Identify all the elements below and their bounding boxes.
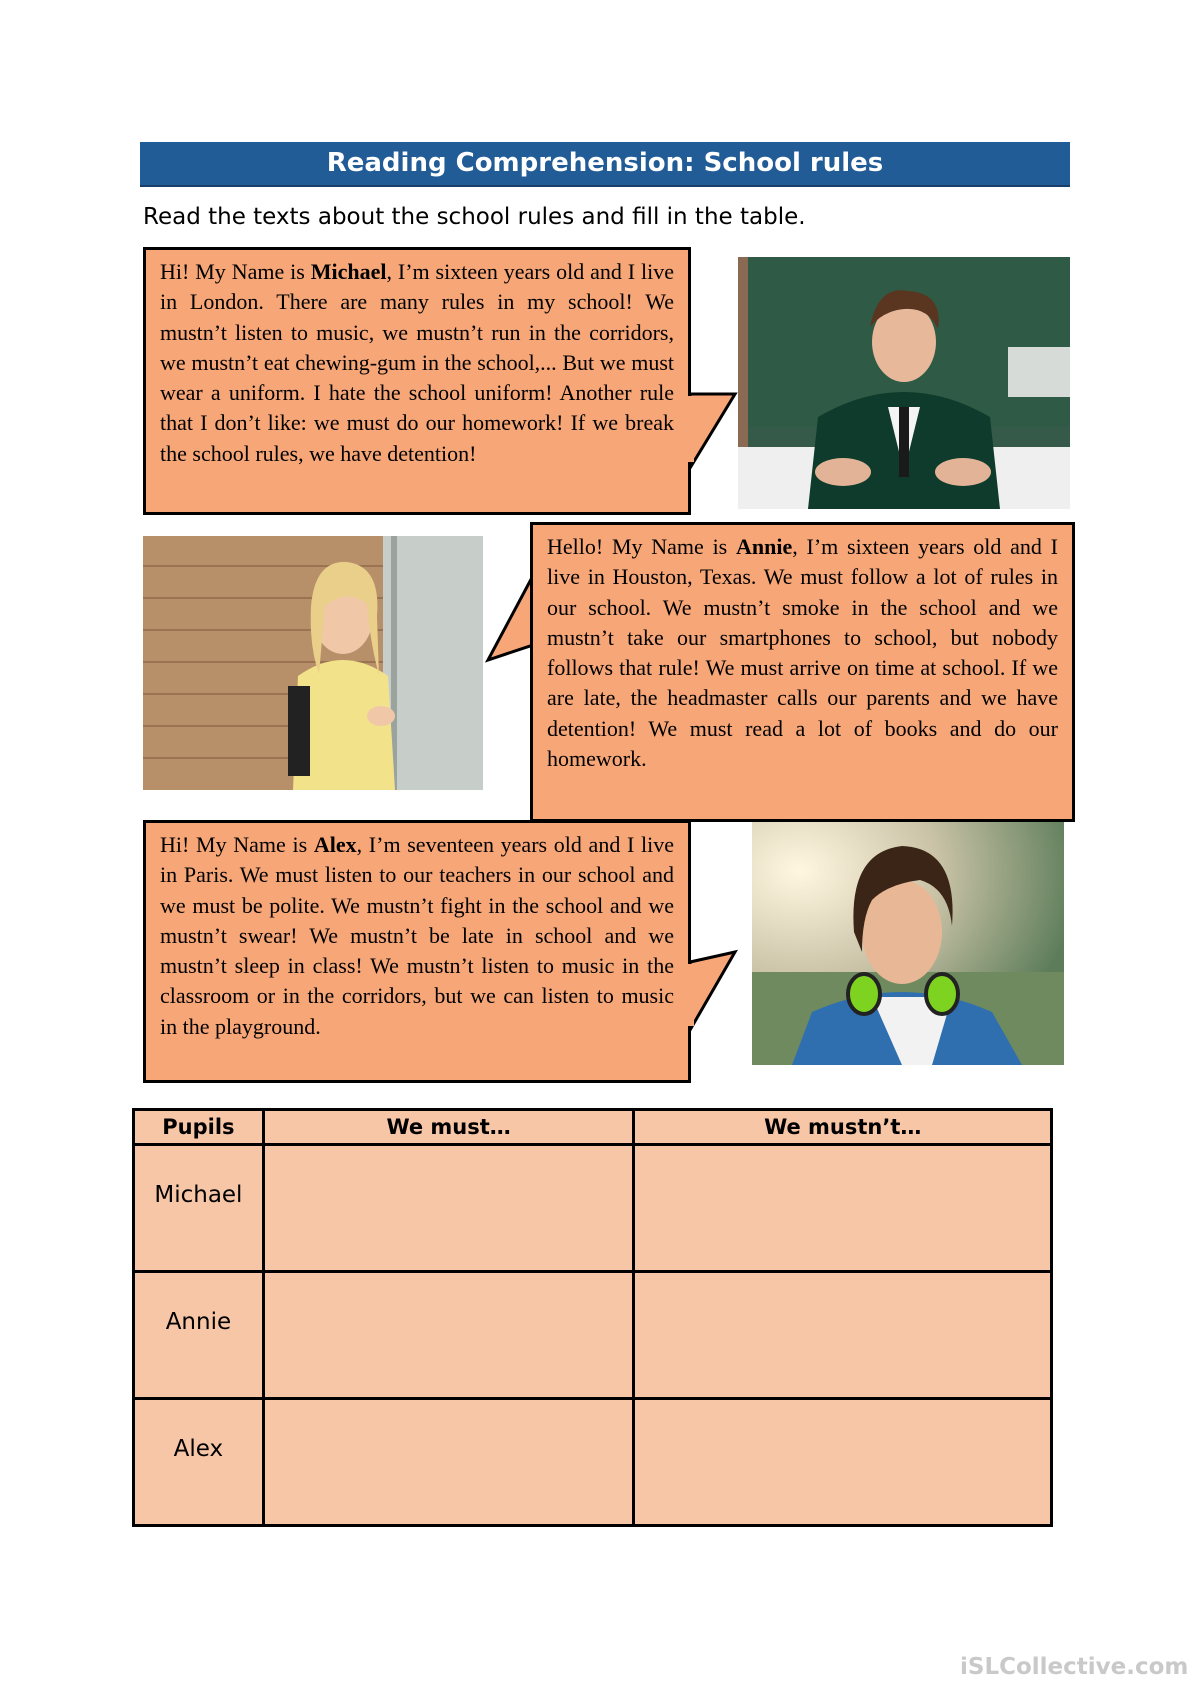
table-row [134, 1145, 1052, 1272]
text-intro: Hello! My Name is [547, 534, 736, 559]
pupil-name: Michael [310, 259, 387, 284]
pupil-cell: Alex [134, 1399, 264, 1526]
table-header-row [134, 1110, 1052, 1145]
photo-annie [143, 536, 483, 790]
text-intro: Hi! My Name is [160, 832, 314, 857]
speech-bubble-michael [143, 247, 691, 515]
pupil-cell: Michael [134, 1145, 264, 1272]
pupil-name: Annie [736, 534, 793, 559]
table-row [134, 1272, 1052, 1399]
header-pupils: Pupils [134, 1110, 264, 1145]
text-body: , I’m sixteen years old and I live in London. There are many rules in my school! We mustn’t listen to music, we mustn’t run in the corridors, we mustn’t eat chewing-gum in the school,... But we must wear a uniform. I hate the school uniform! Another rule that I don’t like: we must do our homework! If we break the school rules, we have detention! [160, 259, 674, 466]
bubble-tail [680, 942, 740, 1042]
speech-bubble-annie [530, 522, 1075, 822]
we-must-answer-cell[interactable] [263, 1272, 634, 1399]
pupil-name: Alex [313, 832, 357, 857]
speech-bubble-alex [143, 820, 691, 1083]
bubble-tail [680, 380, 740, 480]
header-we-must: We must… [263, 1110, 634, 1145]
rules-table [132, 1108, 1053, 1527]
instruction-text: Read the texts about the school rules and fill in the table. [143, 204, 806, 230]
we-mustnt-answer-cell[interactable] [634, 1272, 1052, 1399]
photo-alex [752, 822, 1064, 1065]
text-body: , I’m seventeen years old and I live in Paris. We must listen to our teachers in our school and we must be polite. We mustn’t fight in the school and we mustn’t swear! We mustn’t be late in school and we mustn’t sleep in class! We mustn’t listen to music in the classroom or in the corridors, but we can listen to music in the playground. [160, 832, 675, 1039]
table-row [134, 1399, 1052, 1526]
we-mustnt-answer-cell[interactable] [634, 1145, 1052, 1272]
watermark: iSLCollective.com [960, 1654, 1189, 1680]
we-must-answer-cell[interactable] [263, 1399, 634, 1526]
text-intro: Hi! My Name is [160, 259, 311, 284]
header-we-mustnt: We mustn’t… [634, 1110, 1052, 1145]
we-must-answer-cell[interactable] [263, 1145, 634, 1272]
text-body: , I’m sixteen years old and I live in Houston, Texas. We must follow a lot of rules in our school. We mustn’t smoke in the school and we mustn’t take our smartphones to school, but nobody follows that rule! We must arrive on time at school. If we are late, the headmaster calls our parents and we have detention! We must read a lot of books and do our homework. [547, 534, 1058, 772]
we-mustnt-answer-cell[interactable] [634, 1399, 1052, 1526]
photo-michael [738, 257, 1070, 509]
page-title: Reading Comprehension: School rules [140, 142, 1070, 187]
pupil-cell: Annie [134, 1272, 264, 1399]
